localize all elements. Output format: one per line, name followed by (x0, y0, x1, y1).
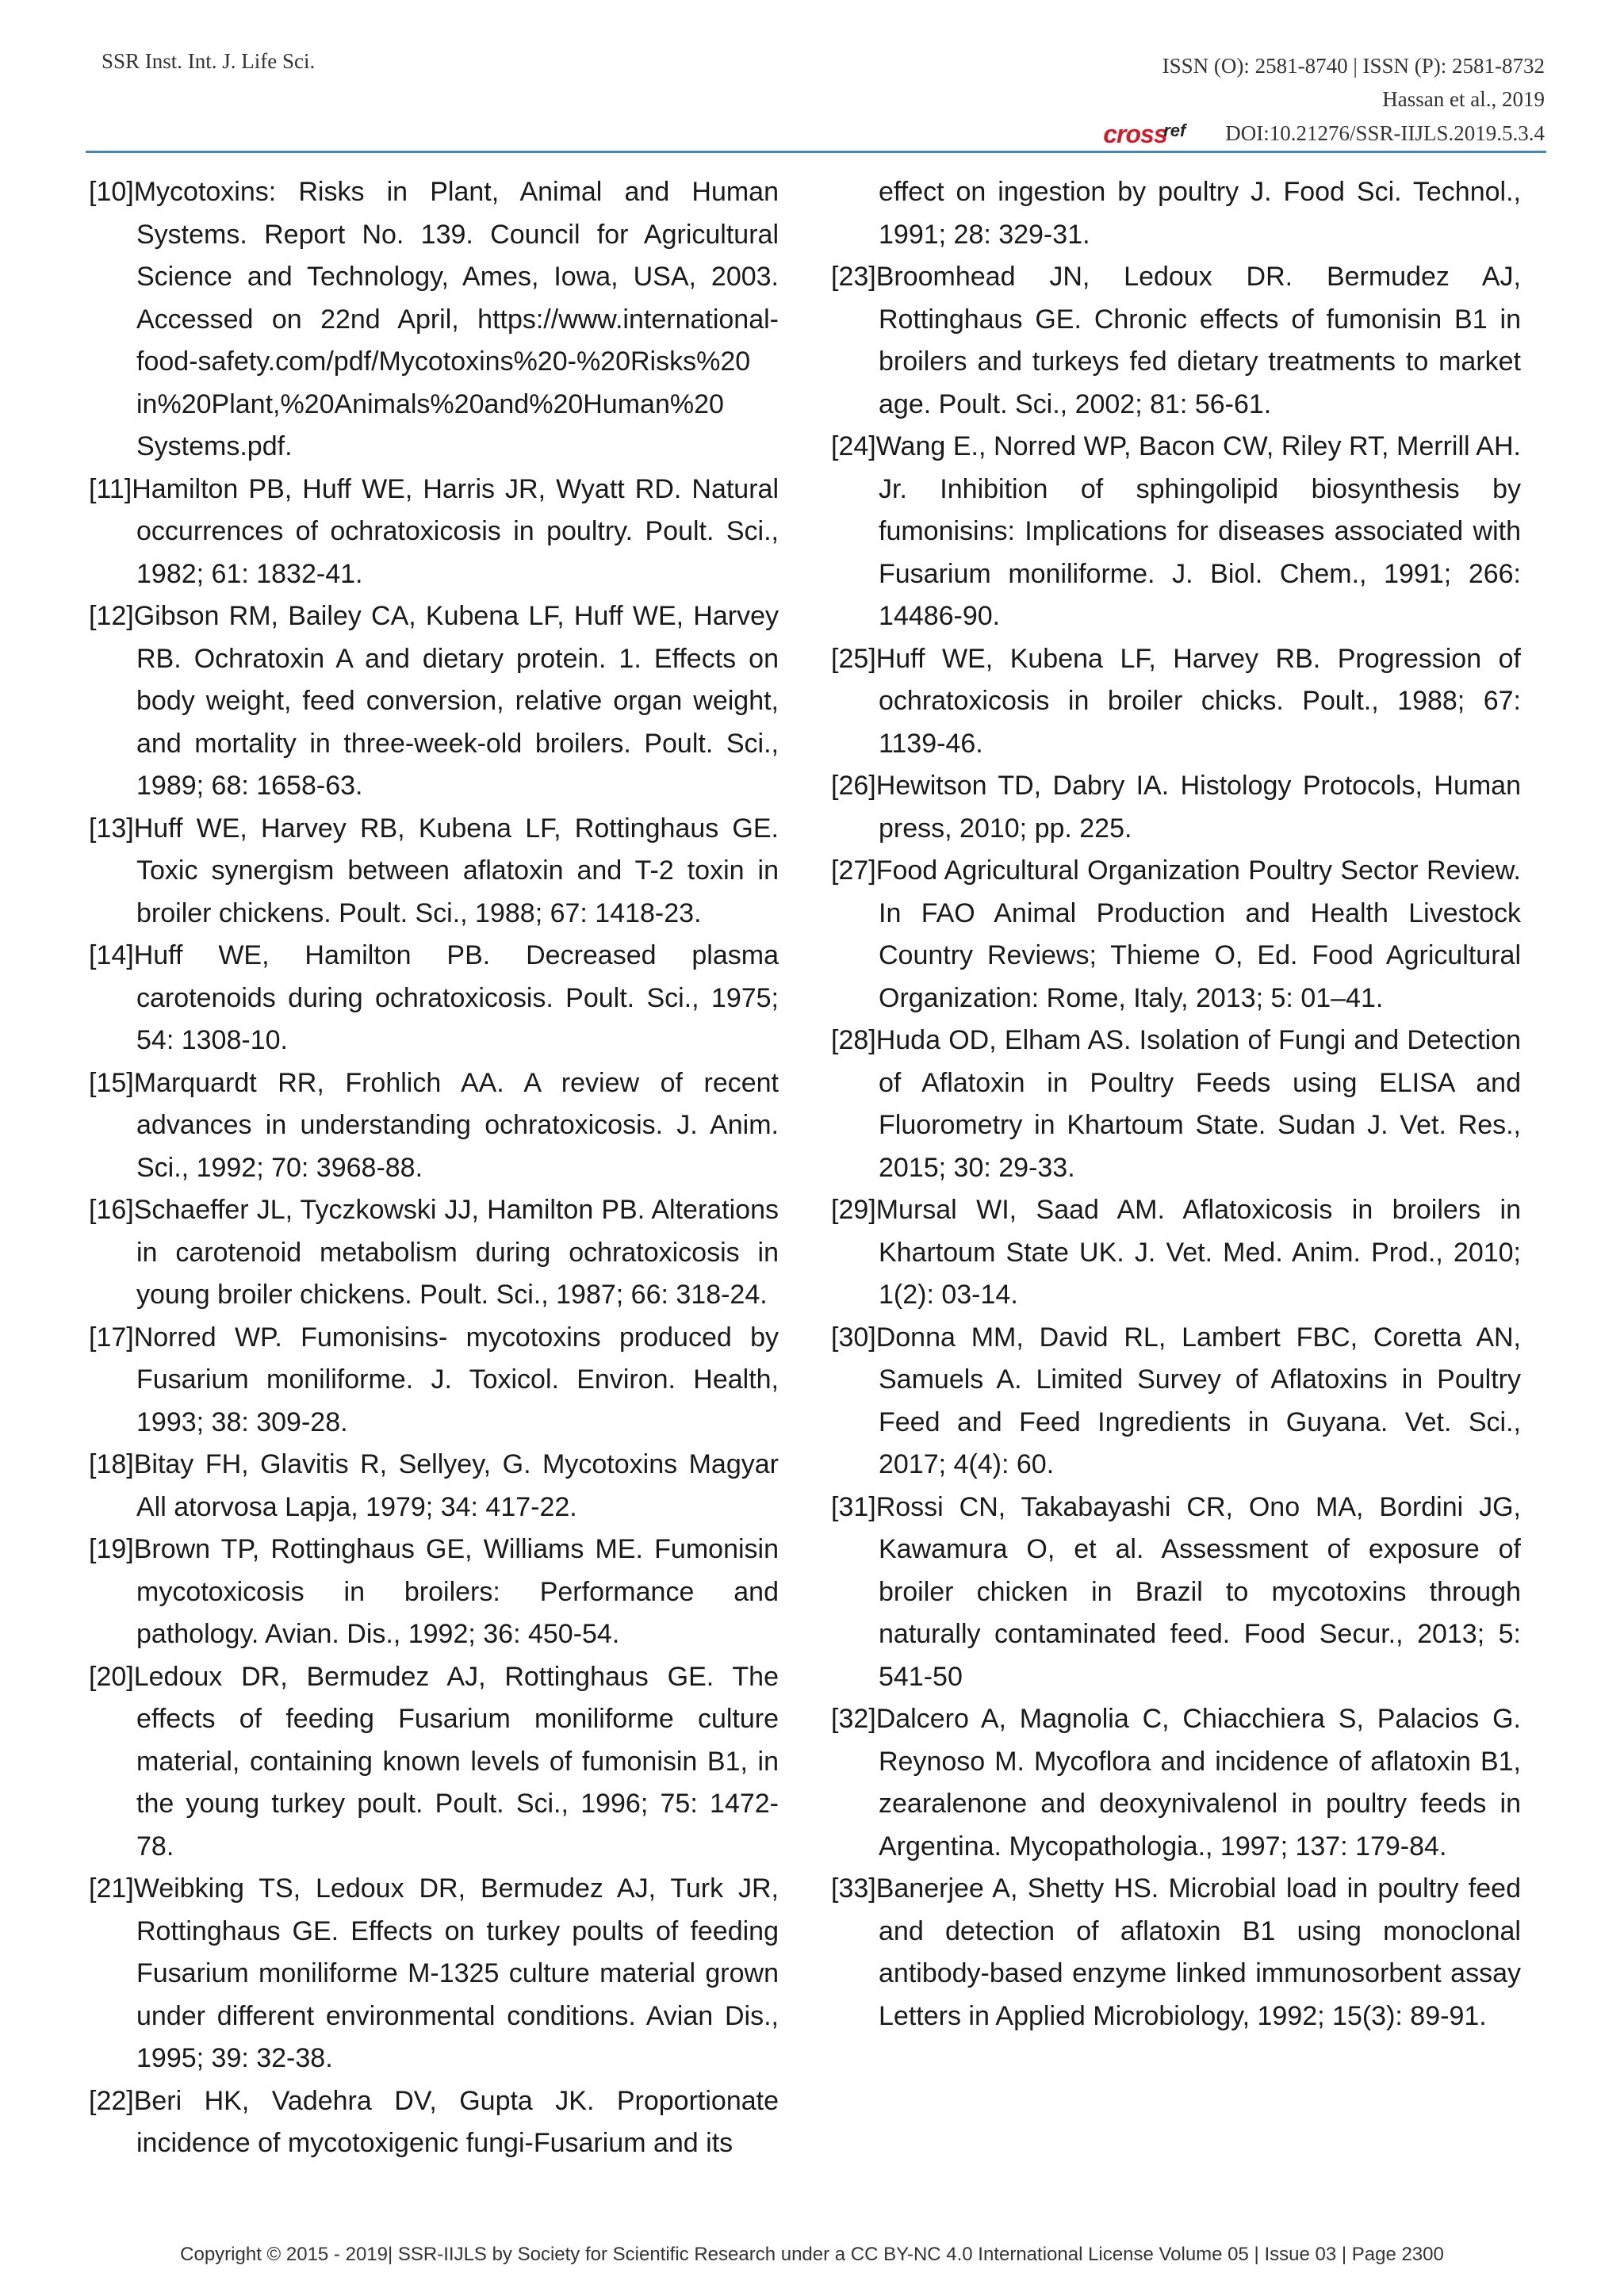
issn-line: ISSN (O): 2581-8740 | ISSN (P): 2581-8732 (1162, 54, 1545, 78)
reference-number: [31] (831, 1491, 876, 1522)
reference-item (89, 1656, 779, 1869)
reference-text: Huff WE, Kubena LF, Harvey RB. Progression of ochratoxicosis in broiler chicks. Poult., 1988; 67: 1139-46. (875, 643, 1521, 759)
reference-continuation: effect on ingestion by poultry J. Food Sci. Technol., 1991; 28: 329-31. (879, 177, 1521, 250)
reference-item (89, 1189, 779, 1317)
reference-number: [20] (89, 1661, 134, 1692)
reference-number: [29] (831, 1195, 876, 1225)
reference-number: [30] (831, 1322, 876, 1353)
reference-number: [14] (89, 940, 134, 970)
page-footer: Copyright © 2015 - 2019| SSR-IIJLS by Society for Scientific Research under a CC BY-NC 4.0 International License Volume 05 | Issue 03 | Page 2300 (180, 2244, 1444, 2265)
reference-item (89, 935, 779, 1062)
reference-number: [19] (89, 1534, 134, 1564)
header-meta (1103, 49, 1545, 151)
reference-text: Huff WE, Harvey RB, Kubena LF, Rottinghaus GE. Toxic synergism between aflatoxin and T-2 toxin in broiler chickens. Poult. Sci., 1988; 67: 1418-23. (133, 813, 779, 928)
reference-text: Broomhead JN, Ledoux DR. Bermudez AJ, Rottinghaus GE. Chronic effects of fumonisin B1 in broilers and turkeys fed dietary treatments to market age. Poult. Sci., 2002; 81: 56-61. (875, 262, 1521, 419)
reference-item (89, 469, 779, 596)
reference-item (831, 256, 1521, 426)
reference-item (831, 426, 1521, 638)
reference-text: Weibking TS, Ledoux DR, Bermudez AJ, Turk JR, Rottinghaus GE. Effects on turkey poults of feeding Fusarium moniliforme M-1325 culture material grown under different environmental conditions. Avian Dis., 1995; 39: 32-38. (133, 1873, 779, 2073)
reference-number: [17] (89, 1322, 134, 1353)
reference-number: [23] (831, 262, 876, 292)
reference-number: [18] (89, 1449, 134, 1479)
references-right-column (831, 171, 1521, 2038)
reference-text: Rossi CN, Takabayashi CR, Ono MA, Bordini JG, Kawamura O, et al. Assessment of exposure of broiler chicken in Brazil to mycotoxins through naturally contaminated feed. Food Secur., 2013; 5: 541-50 (875, 1491, 1521, 1692)
reference-item (831, 1317, 1521, 1487)
reference-item (89, 1868, 779, 2080)
reference-item (831, 1868, 1521, 2038)
reference-number: [21] (89, 1873, 134, 1904)
reference-text: Beri HK, Vadehra DV, Gupta JK. Proportionate incidence of mycotoxigenic fungi-Fusarium and its (133, 2085, 779, 2158)
reference-text: Mycotoxins: Risks in Plant, Animal and Human Systems. Report No. 139. Council for Agricultural Science and Technology, Ames, Iowa, USA, 2003. Accessed on 22nd April, https://www.international-food-safety.com/pdf/Mycotoxins%20-%20Risks%20 in%20Plant,%20Animals%20and%20Human%20 Systems.pdf. (133, 177, 779, 461)
reference-text: Huda OD, Elham AS. Isolation of Fungi and Detection of Aflatoxin in Poultry Feeds using ELISA and Fluorometry in Khartoum State. Sudan J. Vet. Res., 2015; 30: 29-33. (875, 1025, 1521, 1183)
reference-number: [11] (89, 473, 132, 504)
reference-text: Gibson RM, Bailey CA, Kubena LF, Huff WE, Harvey RB. Ochratoxin A and dietary protein. 1. Effects on body weight, feed conversion, relative organ weight, and mortality in three-week-old broilers. Poult. Sci., 1989; 68: 1658-63. (133, 601, 779, 801)
header-divider (86, 151, 1546, 153)
reference-number: [10] (89, 177, 134, 207)
reference-item (89, 171, 779, 469)
reference-number: [24] (831, 431, 876, 461)
reference-number: [27] (831, 855, 876, 886)
reference-text: Bitay FH, Glavitis R, Sellyey, G. Mycotoxins Magyar All atorvosa Lapja, 1979; 34: 417-22. (133, 1449, 779, 1522)
reference-number: [33] (831, 1873, 876, 1904)
reference-item (89, 808, 779, 936)
journal-name: SSR Inst. Int. J. Life Sci. (102, 49, 316, 73)
reference-item (831, 1487, 1521, 1699)
reference-item (831, 765, 1521, 850)
doi-line (1103, 116, 1545, 151)
reference-number: [26] (831, 771, 876, 801)
reference-number: [15] (89, 1067, 134, 1098)
reference-text: Huff WE, Hamilton PB. Decreased plasma carotenoids during ochratoxicosis. Poult. Sci., 1975; 54: 1308-10. (133, 940, 779, 1055)
reference-item (89, 1062, 779, 1190)
reference-number: [25] (831, 643, 876, 674)
reference-item (831, 1020, 1521, 1189)
reference-item (831, 638, 1521, 766)
reference-number: [13] (89, 813, 134, 844)
reference-text: Food Agricultural Organization Poultry Sector Review. In FAO Animal Production and Health Livestock Country Reviews; Thieme O, Ed. Food Agricultural Organization: Rome, Italy, 2013; 5: 01–41. (875, 855, 1521, 1013)
reference-text: Hamilton PB, Huff WE, Harris JR, Wyatt RD. Natural occurrences of ochratoxicosis in poultry. Poult. Sci., 1982; 61: 1832-41. (132, 473, 779, 589)
reference-item (89, 1444, 779, 1529)
reference-text: Ledoux DR, Bermudez AJ, Rottinghaus GE. The effects of feeding Fusarium moniliforme culture material, containing known levels of fumonisin B1, in the young turkey poult. Poult. Sci., 1996; 75: 1472-78. (133, 1661, 779, 1862)
reference-text: Dalcero A, Magnolia C, Chiacchiera S, Palacios G. Reynoso M. Mycoflora and incidence of aflatoxin B1, zearalenone and deoxynivalenol in poultry feeds in Argentina. Mycopathologia., 1997; 137: 179-84. (875, 1704, 1521, 1862)
reference-number: [28] (831, 1025, 876, 1055)
reference-item (831, 850, 1521, 1020)
reference-text: Wang E., Norred WP, Bacon CW, Riley RT, Merrill AH. Jr. Inhibition of sphingolipid biosynthesis by fumonisins: Implications for diseases associated with Fusarium moniliforme. J. Biol. Chem., 1991; 266: 14486-90. (875, 431, 1521, 631)
reference-text: Donna MM, David RL, Lambert FBC, Coretta AN, Samuels A. Limited Survey of Aflatoxins in Poultry Feed and Feed Ingredients in Guyana. Vet. Sci., 2017; 4(4): 60. (875, 1322, 1521, 1479)
reference-number: [32] (831, 1704, 876, 1734)
references-left-column (89, 171, 779, 2165)
reference-text: Banerjee A, Shetty HS. Microbial load in poultry feed and detection of aflatoxin B1 using monoclonal antibody-based enzyme linked immunosorbent assay Letters in Applied Microbiology, 1992; 15(3): 89-91. (875, 1873, 1521, 2031)
reference-number: [22] (89, 2085, 134, 2116)
reference-item (89, 1529, 779, 1656)
reference-item (89, 2080, 779, 2165)
doi-text: DOI:10.21276/SSR-IIJLS.2019.5.3.4 (1225, 121, 1545, 145)
reference-item (89, 595, 779, 808)
reference-text: Marquardt RR, Frohlich AA. A review of recent advances in understanding ochratoxicosis. J. Anim. Sci., 1992; 70: 3968-88. (133, 1067, 779, 1183)
reference-number: [16] (89, 1195, 134, 1225)
reference-text: Schaeffer JL, Tyczkowski JJ, Hamilton PB. Alterations in carotenoid metabolism during ochratoxicosis in young broiler chickens. Poult. Sci., 1987; 66: 318-24. (133, 1195, 779, 1310)
reference-number: [12] (89, 601, 134, 631)
crossref-logo-icon: cross ref (1103, 120, 1186, 148)
reference-item (831, 1189, 1521, 1317)
reference-text: Norred WP. Fumonisins- mycotoxins produced by Fusarium moniliforme. J. Toxicol. Environ. Health, 1993; 38: 309-28. (133, 1322, 779, 1437)
reference-item (831, 1698, 1521, 1868)
reference-item (89, 1317, 779, 1445)
reference-text: Hewitson TD, Dabry IA. Histology Protocols, Human press, 2010; pp. 225. (875, 771, 1521, 844)
reference-text: Brown TP, Rottinghaus GE, Williams ME. Fumonisin mycotoxicosis in broilers: Performance and pathology. Avian. Dis., 1992; 36: 450-54. (133, 1534, 779, 1649)
reference-text: Mursal WI, Saad AM. Aflatoxicosis in broilers in Khartoum State UK. J. Vet. Med. Anim. Prod., 2010; 1(2): 03-14. (875, 1195, 1521, 1310)
author-year: Hassan et al., 2019 (1382, 87, 1545, 111)
